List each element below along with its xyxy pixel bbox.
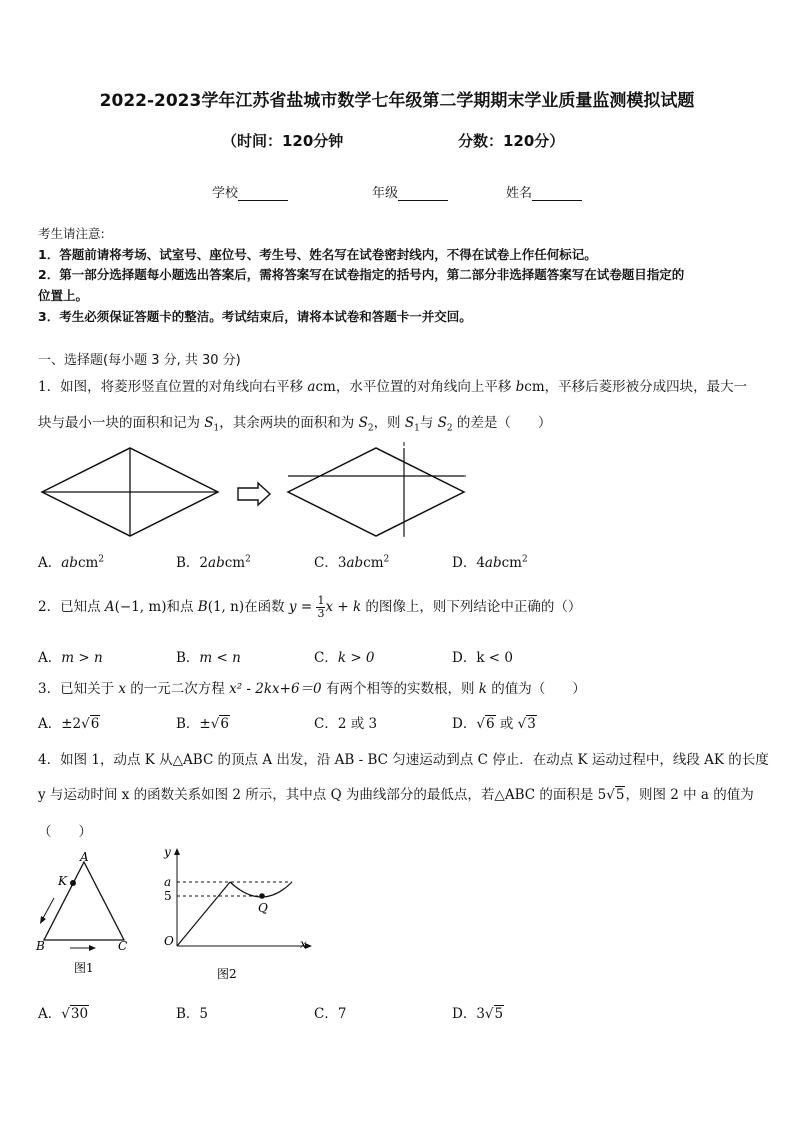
q4-line3: （ ） bbox=[38, 824, 92, 840]
q3-stem: 3．已知关于 x 的一元二次方程 x² - 2kx+6＝0 有两个相等的实数根，则 k 的值为（ ） bbox=[38, 681, 586, 697]
label-b: B bbox=[36, 939, 45, 953]
q1-option-c[interactable]: C．3abcm$^2$ bbox=[314, 554, 390, 571]
school-blank bbox=[238, 187, 288, 201]
q1-figure bbox=[30, 440, 480, 540]
label-q: Q bbox=[258, 901, 268, 915]
q4-line2: y 与运动时间 x 的函数关系如图 2 所示，其中点 Q 为曲线部分的最低点，若△ABC 的面积是 5√5，则图 2 中 a 的值为 bbox=[38, 787, 754, 803]
exam-score: 分数：120分） bbox=[458, 132, 565, 150]
q3-option-b[interactable]: B．±√6 bbox=[176, 716, 229, 732]
name-field[interactable] bbox=[506, 182, 582, 201]
triangle-abc bbox=[44, 862, 124, 940]
grade-blank bbox=[398, 187, 448, 201]
arrow-down-left-icon bbox=[42, 898, 54, 920]
section-heading: 一、选择题(每小题 3 分, 共 30 分) bbox=[38, 353, 241, 368]
school-field[interactable] bbox=[212, 182, 288, 201]
grade-label: 年级 bbox=[372, 186, 399, 201]
school-label: 学校 bbox=[212, 186, 239, 201]
q1-option-b[interactable]: B．2abcm$^2$ bbox=[176, 554, 251, 571]
q3-option-a[interactable]: A．±2√6 bbox=[38, 716, 100, 732]
rhombus-shifted bbox=[288, 448, 464, 536]
q4-option-c[interactable]: C．7 bbox=[314, 1006, 347, 1022]
q4-line1: 4．如图 1，动点 K 从△ABC 的顶点 A 出发，沿 AB - BC 匀速运动到点 C 停止．在动点 K 运动过程中，线段 AK 的长度 bbox=[38, 752, 769, 768]
q2-option-d[interactable]: D．k < 0 bbox=[452, 650, 513, 666]
label-x: x bbox=[300, 937, 307, 951]
q3-option-c[interactable]: C．2 或 3 bbox=[314, 716, 378, 732]
point-k bbox=[70, 880, 76, 886]
linear-segment bbox=[177, 882, 230, 946]
notice-item-2: 2．第一部分选择题每小题选出答案后，需将答案写在试卷指定的括号内，第二部分非选择题答案写在试卷题目指定的 bbox=[38, 267, 685, 282]
q4-figure-2 bbox=[152, 842, 317, 987]
name-label: 姓名 bbox=[506, 186, 533, 201]
label-k: K bbox=[58, 874, 67, 888]
q1-line2: 块与最小一块的面积和记为 $S_1$，其余两块的面积和为 $S_2$，则 $S_1$与 $S_2$ 的差是（ ） bbox=[38, 415, 552, 434]
notice-item-2-cont: 位置上。 bbox=[38, 288, 89, 303]
label-a: A bbox=[80, 850, 89, 864]
notice-heading: 考生请注意: bbox=[38, 226, 105, 241]
caption-fig2: 图2 bbox=[217, 967, 237, 981]
exam-time: （时间：120分钟 bbox=[222, 132, 344, 150]
label-c: C bbox=[118, 939, 128, 953]
q2-option-c[interactable]: C．k > 0 bbox=[314, 650, 375, 666]
q1-option-a[interactable]: A．abcm$^2$ bbox=[38, 554, 105, 571]
point-q bbox=[259, 893, 265, 899]
label-o: O bbox=[164, 934, 174, 948]
label-a-axis: a bbox=[164, 875, 172, 889]
q3-option-d[interactable]: D．√6 或 √3 bbox=[452, 716, 536, 732]
q4-option-a[interactable]: A．√30 bbox=[38, 1006, 89, 1022]
fraction-one-third: $\frac{1}{3}$ bbox=[317, 594, 325, 620]
notice-item-1: 1．答题前请将考场、试室号、座位号、考生号、姓名写在试卷密封线内，不得在试卷上作任何标记。 bbox=[38, 247, 597, 262]
arrow-right-icon bbox=[238, 483, 270, 505]
notice-item-3: 3．考生必须保证答题卡的整洁。考试结束后，请将本试卷和答题卡一并交回。 bbox=[38, 309, 472, 324]
q2-stem: 2．已知点 A(−1, m)和点 B(1, n)在函数 y = $\frac{1}{3}$ x + k 的图像上，则下列结论中正确的（） bbox=[38, 594, 582, 620]
grade-field[interactable] bbox=[372, 182, 448, 201]
q2-option-b[interactable]: B．m < n bbox=[176, 650, 241, 666]
q4-option-b[interactable]: B．5 bbox=[176, 1006, 209, 1022]
q2-option-a[interactable]: A．m > n bbox=[38, 650, 103, 666]
q1-option-d[interactable]: D．4abcm$^2$ bbox=[452, 554, 528, 571]
q4-figure-1 bbox=[30, 848, 140, 978]
label-y: y bbox=[164, 845, 171, 859]
label-five: 5 bbox=[164, 889, 172, 903]
q1-line1: 1．如图，将菱形竖直位置的对角线向右平移 acm，水平位置的对角线向上平移 bcm，平移后菱形被分成四块，最大一 bbox=[38, 379, 748, 395]
caption-fig1: 图1 bbox=[74, 961, 94, 975]
page-title: 2022-2023学年江苏省盐城市数学七年级第二学期期末学业质量监测模拟试题 bbox=[99, 91, 695, 111]
q4-option-d[interactable]: D．3√5 bbox=[452, 1006, 504, 1022]
name-blank bbox=[532, 187, 582, 201]
